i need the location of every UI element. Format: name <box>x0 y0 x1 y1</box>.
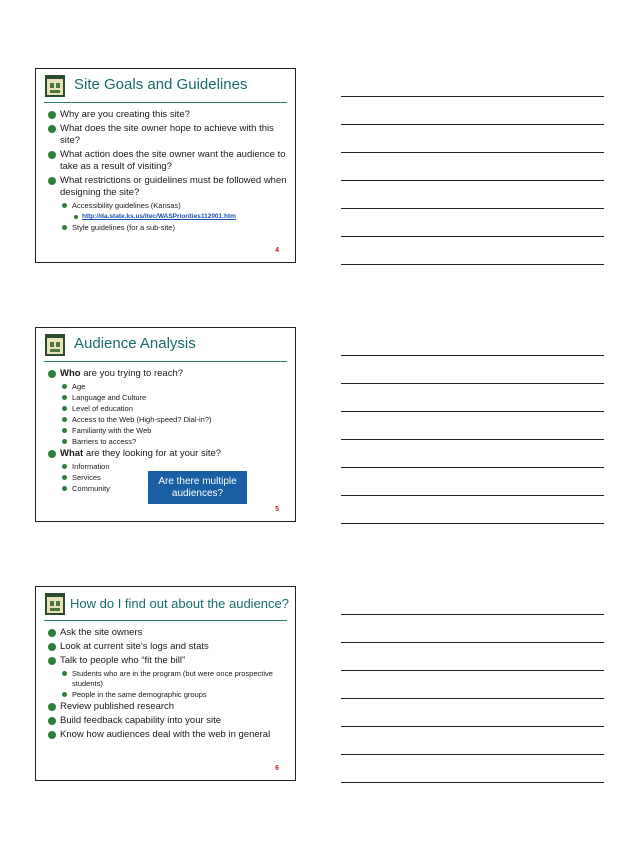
note-line <box>341 180 604 181</box>
note-line <box>341 411 604 412</box>
note-line <box>341 467 604 468</box>
accessibility-link[interactable]: http://da.state.ks.us/itec/WASPriorities112001.htm <box>82 213 236 220</box>
sub-bullet: Level of education <box>46 404 287 414</box>
slide-title: Audience Analysis <box>74 335 196 352</box>
note-line <box>341 782 604 783</box>
building-logo-icon <box>45 75 65 97</box>
note-line <box>341 152 604 153</box>
sub-bullet: Barriers to access? <box>46 437 287 447</box>
slide-6 <box>35 586 296 781</box>
bullet: Ask the site owners <box>46 627 287 639</box>
sub-bullet: Style guidelines (for a sub-site) <box>46 223 287 233</box>
title-divider <box>44 620 287 621</box>
note-line <box>341 96 604 97</box>
building-logo-icon <box>45 593 65 615</box>
slide-title: Site Goals and Guidelines <box>74 76 248 93</box>
note-line <box>341 383 604 384</box>
sub-bullet: Familiarity with the Web <box>46 426 287 436</box>
sub-bullet: Services <box>46 473 287 483</box>
note-line <box>341 236 604 237</box>
bullet: Build feedback capability into your site <box>46 715 287 727</box>
bullet: Who are you trying to reach? <box>46 368 287 380</box>
slide-header <box>36 587 295 620</box>
note-line <box>341 670 604 671</box>
bullet-list <box>46 109 287 234</box>
sub-sub-bullet <box>46 212 287 222</box>
page-number: 5 <box>275 506 279 513</box>
slide-header <box>36 69 295 102</box>
note-line <box>341 726 604 727</box>
title-divider <box>44 102 287 103</box>
sub-bullet: Age <box>46 382 287 392</box>
note-line <box>341 124 604 125</box>
note-line <box>341 208 604 209</box>
note-line <box>341 355 604 356</box>
sub-bullet: Accessibility guidelines (Kansas) <box>46 201 287 211</box>
bullet: What action does the site owner want the audience to take as a result of visiting? <box>46 149 287 173</box>
slide-5 <box>35 327 296 522</box>
sub-bullet: Students who are in the program (but were once prospective students) <box>46 669 287 689</box>
bullet: What does the site owner hope to achieve with this site? <box>46 123 287 147</box>
sub-bullet: People in the same demographic groups <box>46 690 287 700</box>
note-line <box>341 523 604 524</box>
bullet: Why are you creating this site? <box>46 109 287 121</box>
slide-header <box>36 328 295 361</box>
note-line <box>341 642 604 643</box>
sub-bullet: Information <box>46 462 287 472</box>
bullet: Know how audiences deal with the web in general <box>46 729 287 741</box>
title-divider <box>44 361 287 362</box>
slide-title: How do I find out about the audience? <box>70 596 289 611</box>
page-number: 4 <box>275 247 279 254</box>
note-line <box>341 754 604 755</box>
note-line <box>341 264 604 265</box>
note-line <box>341 614 604 615</box>
sub-bullet: Language and Culture <box>46 393 287 403</box>
note-line <box>341 698 604 699</box>
bullet: What restrictions or guidelines must be followed when designing the site? <box>46 175 287 199</box>
note-line <box>341 439 604 440</box>
note-line <box>341 495 604 496</box>
page-number: 6 <box>275 765 279 772</box>
slide-4 <box>35 68 296 263</box>
building-logo-icon <box>45 334 65 356</box>
bullet: Review published research <box>46 701 287 713</box>
callout-box: Are there multiple audiences? <box>148 471 247 504</box>
sub-bullet: Access to the Web (High-speed? Dial-in?) <box>46 415 287 425</box>
bullet: Look at current site’s logs and stats <box>46 641 287 653</box>
bullet: Talk to people who “fit the bill” <box>46 655 287 667</box>
bullet: What are they looking for at your site? <box>46 448 287 460</box>
sub-bullet: Community <box>46 484 287 494</box>
bullet-list <box>46 627 287 743</box>
